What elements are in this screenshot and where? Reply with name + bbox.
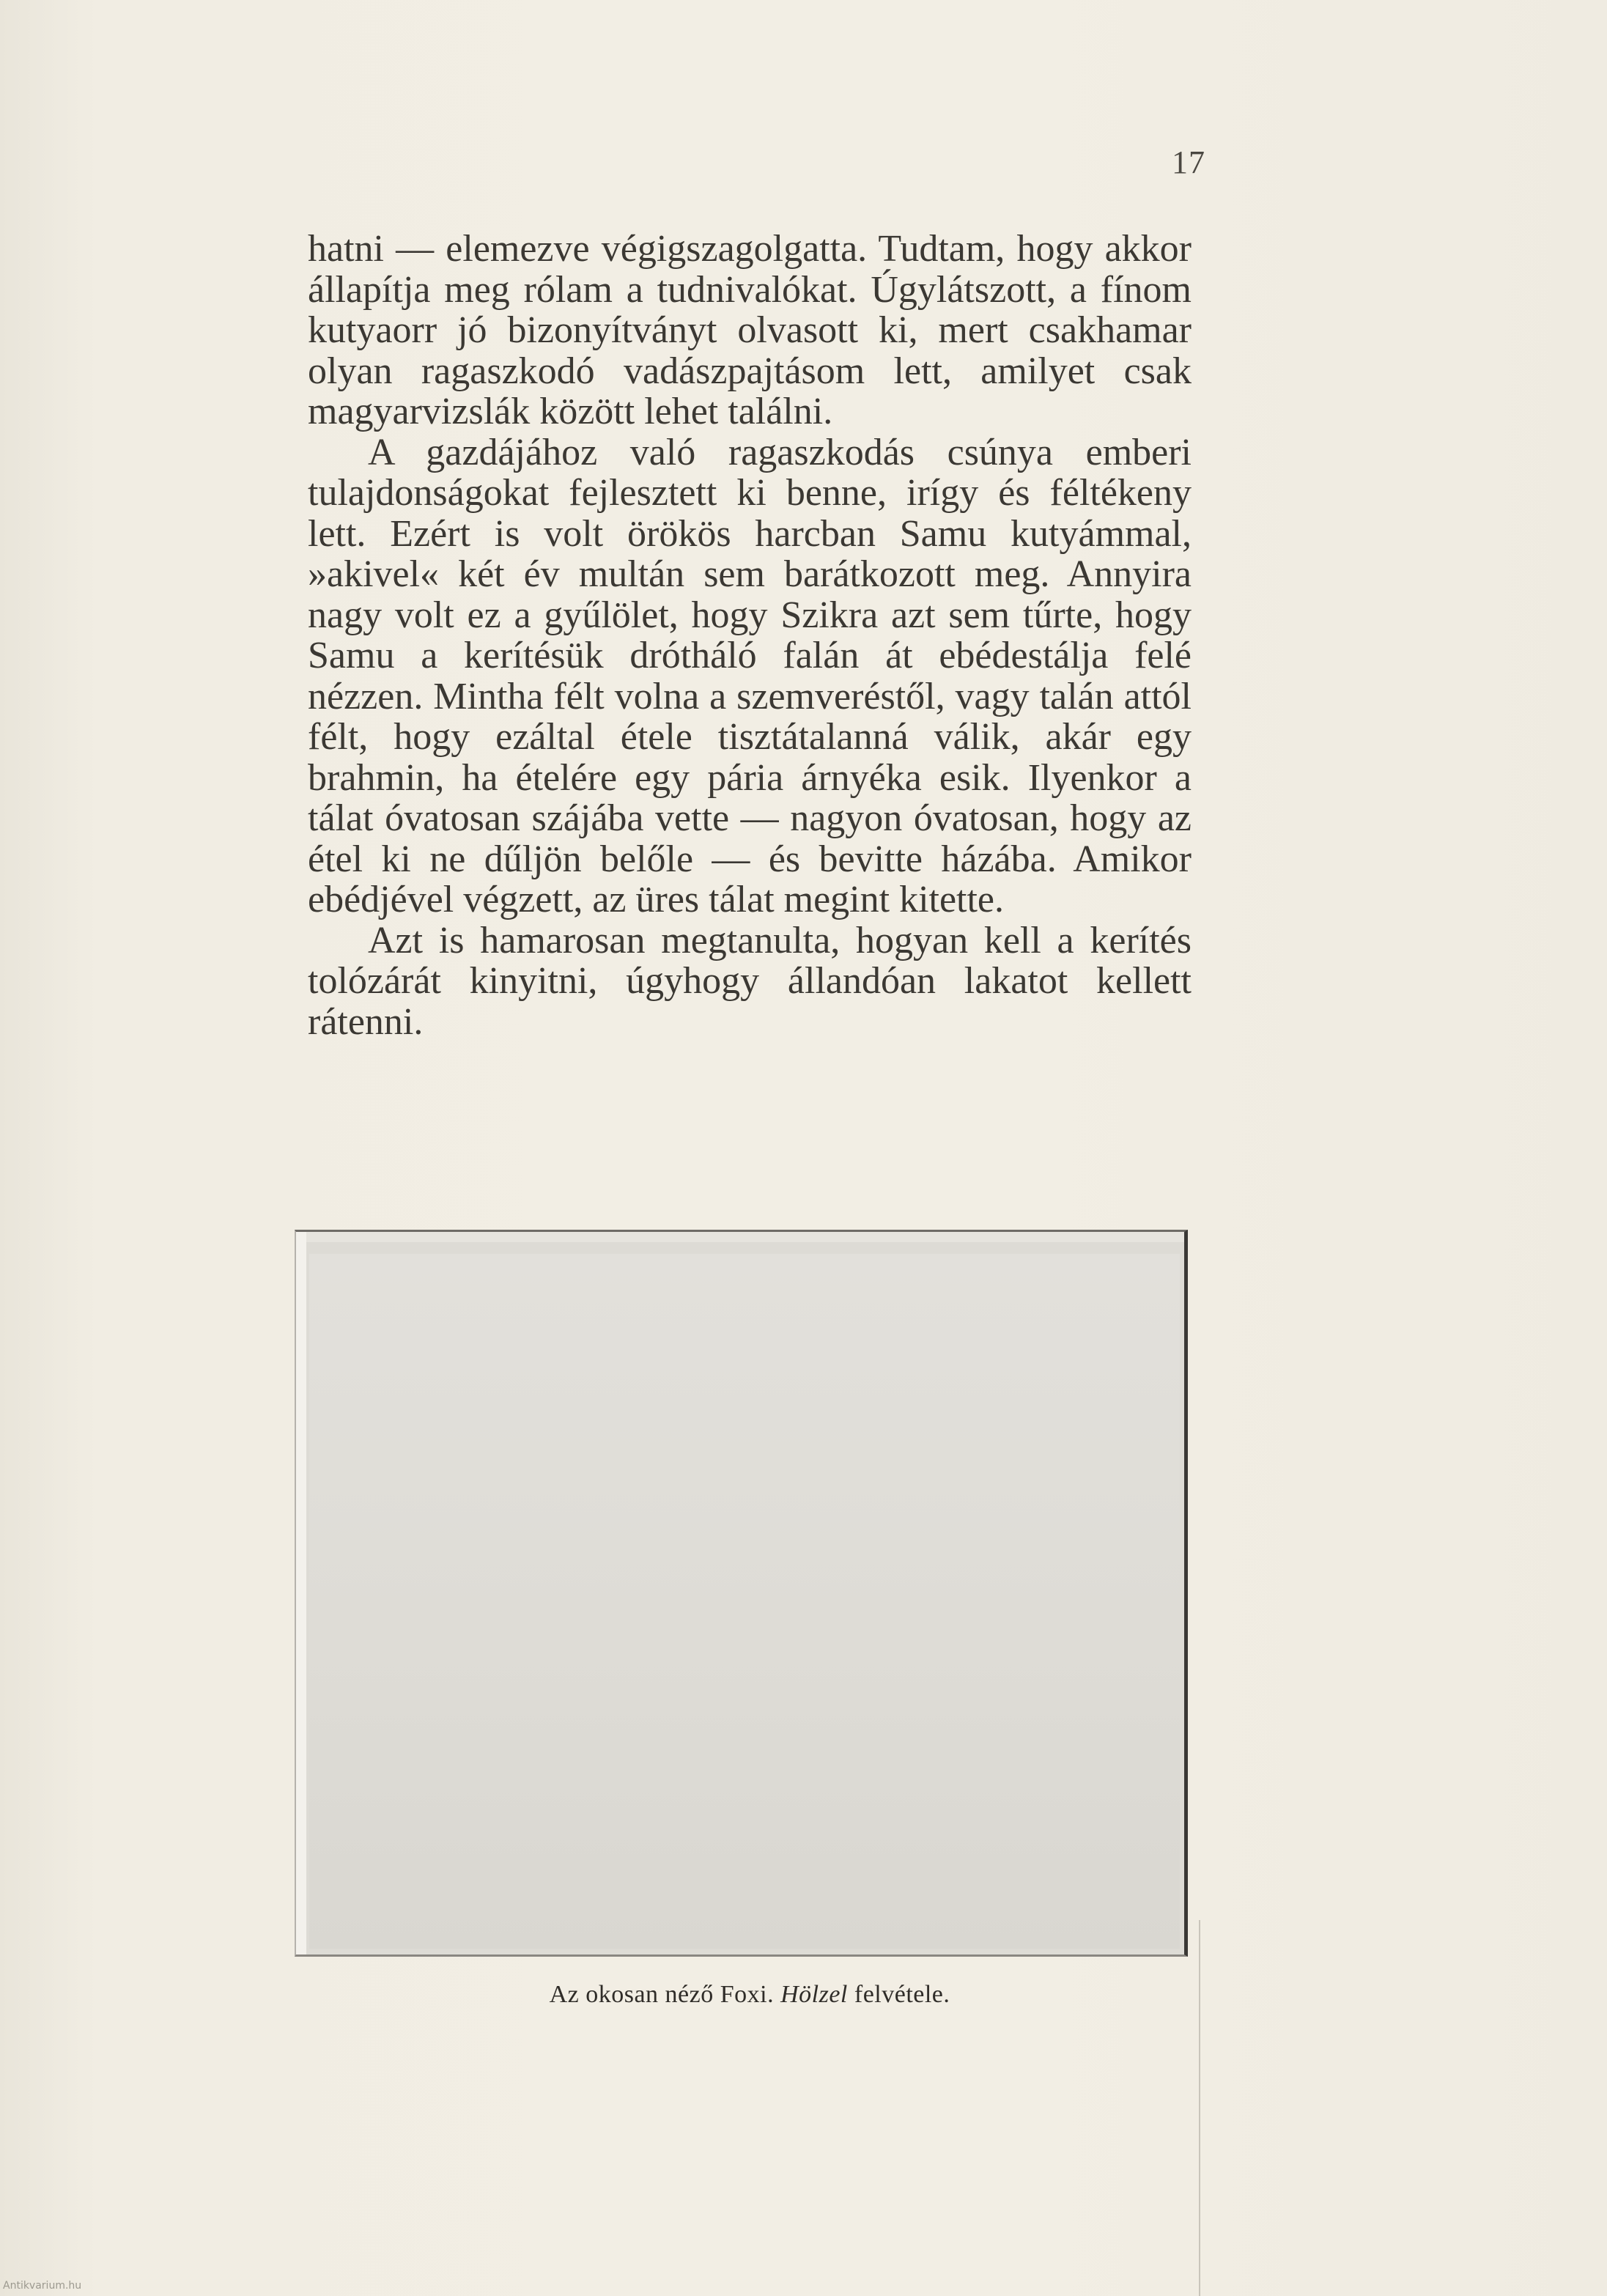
paragraph-2: A gazdájához való ragaszkodás csúnya emberi tulajdonságokat fejlesztett ki benne, irígy és féltékeny lett. Ezért is volt örökös harcban Samu kutyámmal, »akivel« két év multán sem barátkozott meg. Annyira nagy volt ez a gyűlölet, hogy Szikra azt sem tűrte, hogy Samu a kerítésük drótháló falán át ebédestálja felé nézzen. Mintha félt volna a szemveréstől, vagy talán attól félt, hogy ezáltal étele tisztátalanná válik, akár egy brahmin, ha ételére egy pária árnyéka esik. Ilyenkor a tálat óvatosan szájába vette — nagyon óvatosan, hogy az étel ki ne dűljön belőle — és bevitte házába. Amikor ebédjével végzett, az üres tálat megint kitette. [308, 431, 1192, 920]
caption-credit-rest: felvétele. [854, 1981, 950, 2008]
body-text [308, 229, 1192, 1042]
photo-caption [308, 1981, 1192, 2009]
paragraph-1: hatni — elemezve végigszagolgatta. Tudtam, hogy akkor állapítja meg rólam a tudnivalókat. Úgylátszott, a fínom kutyaorr jó bizonyítványt olvasott ki, mert csakhamar olyan ragaszkodó vadászpajtásom lett, amilyet csak magyarvizslák között lehet találni. [308, 228, 1192, 432]
photo-image-area [309, 1254, 1180, 1949]
page-number: 17 [1172, 144, 1205, 180]
watermark: Antikvarium.hu [3, 2280, 82, 2292]
paragraph-3: Azt is hamarosan megtanulta, hogyan kell a kerítés tolózárát kinyitni, úgyhogy állandóan lakatot kellett rátenni. [308, 919, 1192, 1043]
caption-text: Az okosan néző Foxi. [549, 1981, 775, 2008]
caption-credit-name: Hölzel [780, 1981, 848, 2008]
page-fold-line [1199, 1920, 1200, 2296]
photo-plate [295, 1230, 1188, 1957]
